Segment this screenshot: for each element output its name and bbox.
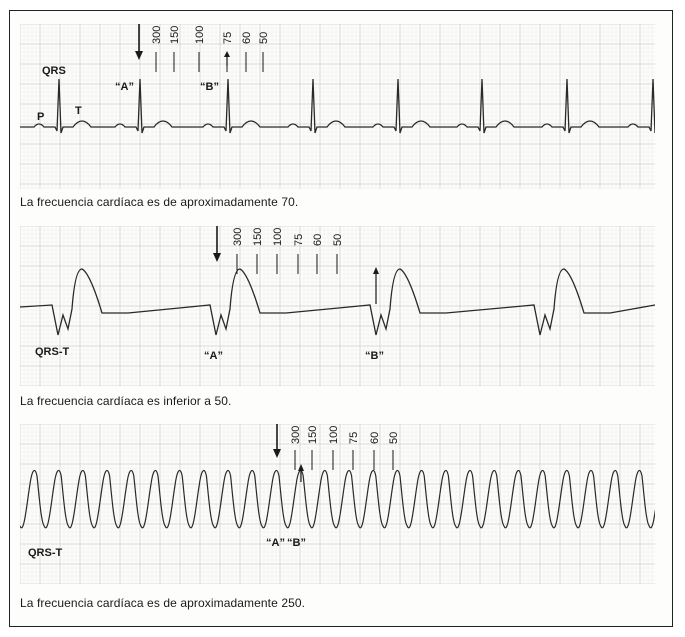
caption-1: La frecuencia cardíaca es de aproximadamente 70. [20,195,299,209]
ecg-panel-1 [20,24,655,189]
rate-tick-label: 50 [332,233,344,246]
rate-tick-label: 300 [151,25,163,44]
arrow-up-icon [373,267,379,274]
label-qrs-t: QRS-T [28,547,63,559]
ecg-panel-2 [20,226,655,386]
caption-2: La frecuencia cardíaca es inferior a 50. [20,394,232,408]
rate-tick-label: 60 [312,233,324,246]
rate-tick-label: 150 [252,227,264,246]
label-qrs-t: QRS-T [35,346,70,358]
rate-tick-label: 75 [293,233,305,246]
rate-tick-label: 150 [169,25,181,44]
rate-tick-label: 60 [369,431,381,444]
rate-tick-label: 100 [272,227,284,246]
ecg-strip-2 [20,226,655,386]
label-p: P [37,111,45,123]
rate-tick-label: 75 [222,31,234,44]
ecg-grid [20,24,655,189]
rate-tick-label: 100 [328,425,340,444]
rate-tick-label: 75 [348,431,360,444]
rate-tick-label: 300 [290,425,302,444]
label-b: “B” [365,350,384,362]
label-a: “A” [204,350,223,362]
arrow-up-icon [298,464,304,471]
rate-tick-label: 300 [232,227,244,246]
label-t: T [75,105,82,117]
rate-tick-label: 100 [194,25,206,44]
rate-tick-label: 60 [241,31,253,44]
ecg-grid [20,226,655,386]
label-a: “A” [115,81,134,93]
ecg-strip-3 [20,424,655,584]
label-b: “B” [200,81,219,93]
rate-tick-label: 50 [388,431,400,444]
caption-3: La frecuencia cardíaca es de aproximadamente 250. [20,596,306,610]
ecg-panel-3 [20,424,655,584]
ecg-strip-1 [20,24,655,189]
label-a: “A” [266,537,285,549]
rate-tick-label: 150 [307,425,319,444]
label-qrs: QRS [42,65,66,77]
label-b: “B” [287,537,306,549]
rate-tick-label: 50 [258,31,270,44]
